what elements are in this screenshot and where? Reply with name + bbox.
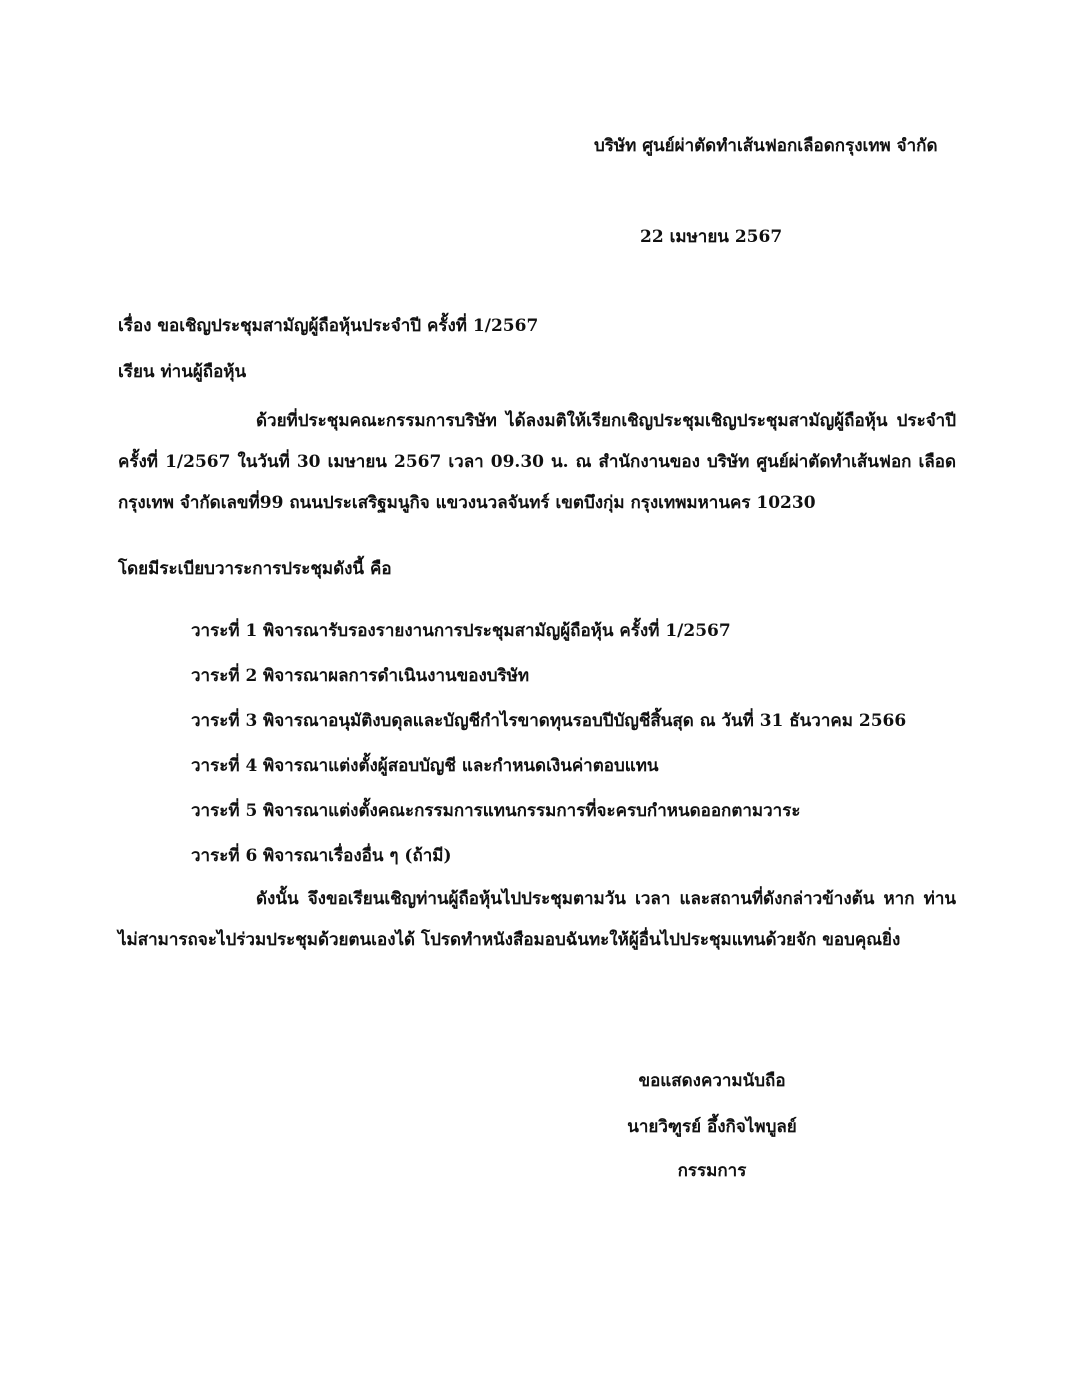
signatory-title: กรรมการ xyxy=(677,1161,747,1181)
letter-date: 22 เมษายน 2567 xyxy=(640,227,783,247)
agenda-list xyxy=(191,614,906,884)
agenda-item-text: พิจารณาแต่งตั้งคณะกรรมการแทนกรรมการที่จะครบกำหนดออกตามวาระ xyxy=(263,801,801,821)
agenda-item-number: วาระที่ 6 xyxy=(191,846,258,866)
company-name: บริษัท ศูนย์ผ่าตัดทำเส้นฟอกเลือดกรุงเทพ จำกัด xyxy=(594,136,938,156)
agenda-item xyxy=(191,794,906,839)
agenda-item-text: พิจารณาแต่งตั้งผู้สอบบัญชี และกำหนดเงินค่าตอบแทน xyxy=(263,756,659,776)
letter-subject: เรื่อง ขอเชิญประชุมสามัญผู้ถือหุ้นประจำปี ครั้งที่ 1/2567 xyxy=(118,316,539,336)
closing-paragraph: ดังนั้น จึงขอเรียนเชิญท่านผู้ถือหุ้นไปประชุมตามวัน เวลา และสถานที่ดังกล่าวข้างต้น หาก ท่านไม่สามารถจะไปร่วมประชุมด้วยตนเองได้ โปรดทำหนังสือมอบฉันทะให้ผู้อื่นไปประชุมแทนด้วยจัก ขอบคุณยิ่ง xyxy=(118,889,956,950)
letter-salutation: เรียน ท่านผู้ถือหุ้น xyxy=(118,362,247,382)
agenda-intro: โดยมีระเบียบวาระการประชุมดังนี้ คือ xyxy=(118,559,392,579)
signatory-name: นายวิฑูรย์ อึ้งกิจไพบูลย์ xyxy=(627,1117,797,1137)
agenda-item-number: วาระที่ 3 xyxy=(191,711,258,731)
signature-closing: ขอแสดงความนับถือ xyxy=(638,1071,786,1091)
agenda-item-number: วาระที่ 4 xyxy=(191,756,258,776)
agenda-item-number: วาระที่ 5 xyxy=(191,801,258,821)
agenda-item-text: พิจารณาเรื่องอื่น ๆ (ถ้ามี) xyxy=(263,846,452,866)
agenda-item-number: วาระที่ 2 xyxy=(191,666,258,686)
agenda-item xyxy=(191,704,906,749)
agenda-item-text: พิจารณารับรองรายงานการประชุมสามัญผู้ถือหุ้น ครั้งที่ 1/2567 xyxy=(263,621,731,641)
agenda-item xyxy=(191,659,906,704)
intro-paragraph: ด้วยที่ประชุมคณะกรรมการบริษัท ได้ลงมติให้เรียกเชิญประชุมเชิญประชุมสามัญผู้ถือหุ้น ประจำปี ครั้งที่ 1/2567 ในวันที่ 30 เมษายน 2567 เวลา 09.30 น. ณ สำนักงานของ บริษัท ศูนย์ผ่าตัดทำเส้นฟอก เลือดกรุงเทพ จำกัดเลขที่99 ถนนประเสริฐมนูกิจ แขวงนวลจันทร์ เขตบึงกุ่ม กรุงเทพมหานคร 10230 xyxy=(118,411,956,513)
agenda-item-text: พิจารณาอนุมัติงบดุลและบัญชีกำไรขาดทุนรอบปีบัญชีสิ้นสุด ณ วันที่ 31 ธันวาคม 2566 xyxy=(263,711,907,731)
agenda-item xyxy=(191,839,906,884)
agenda-item xyxy=(191,614,906,659)
agenda-item-number: วาระที่ 1 xyxy=(191,621,258,641)
agenda-item xyxy=(191,749,906,794)
agenda-item-text: พิจารณาผลการดำเนินงานของบริษัท xyxy=(263,666,530,686)
